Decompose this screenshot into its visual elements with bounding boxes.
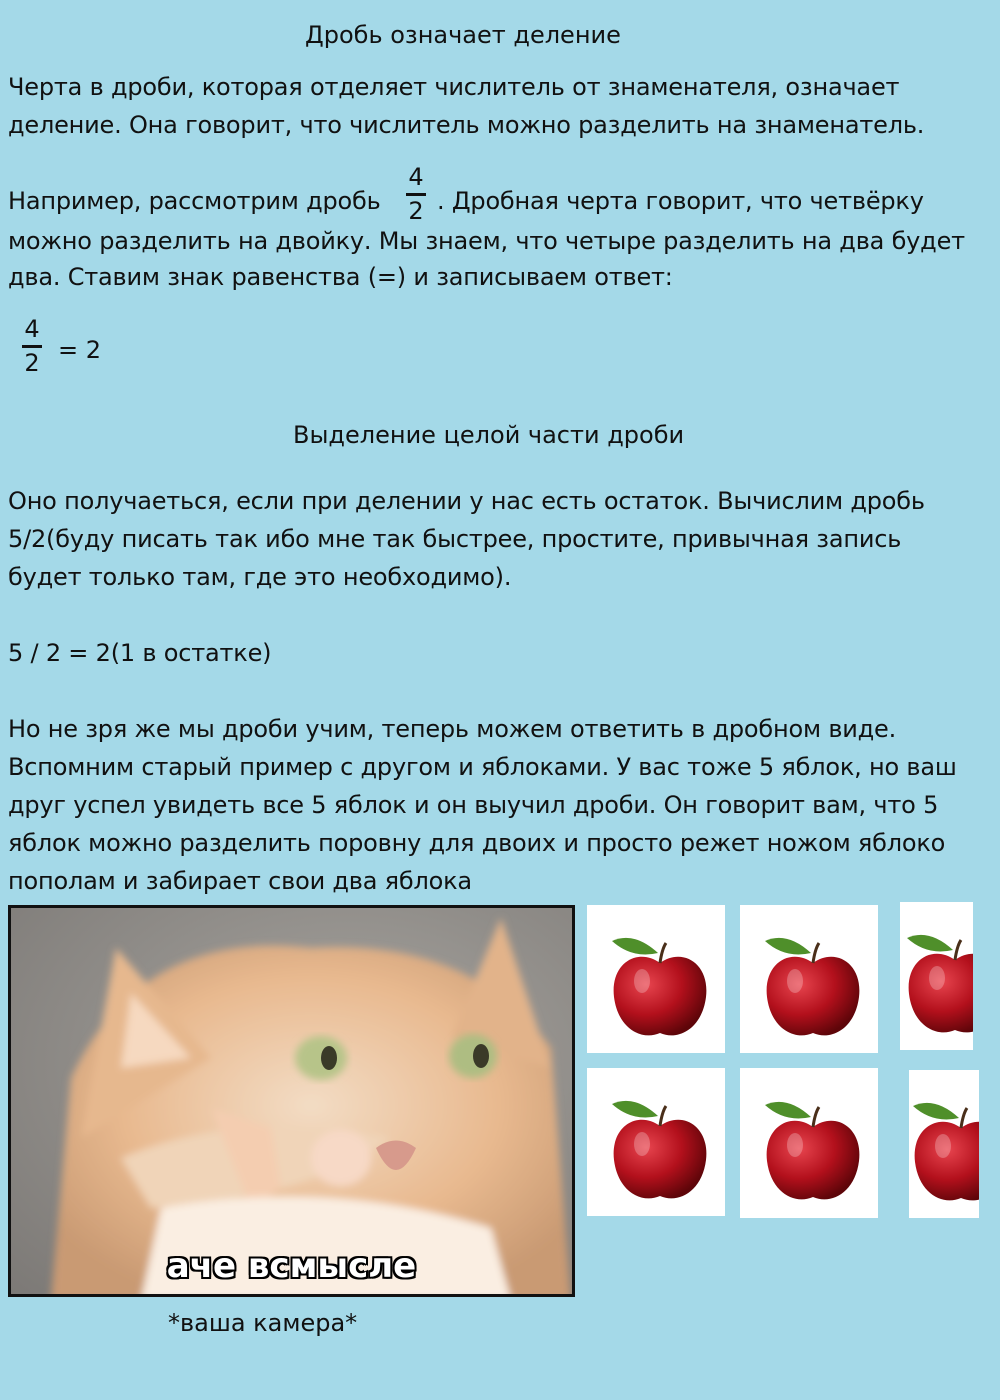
meme-overlay-text: аче всмысле [166, 1246, 417, 1286]
paragraph-line: Вспомним старый пример с другом и яблоками. У вас тоже 5 яблок, но ваш [8, 753, 957, 781]
apple-icon [587, 905, 725, 1053]
equation-fraction [22, 316, 42, 376]
section-heading-whole-part: Выделение целой части дроби [293, 421, 685, 449]
apple-image [740, 905, 878, 1053]
fraction-numerator: 4 [24, 315, 40, 343]
paragraph-line-example-end: . Дробная черта говорит, что четвёрку [437, 187, 924, 215]
apple-icon [740, 1068, 878, 1218]
apple-image [740, 1068, 878, 1218]
apple-image-cropped [900, 902, 973, 1050]
paragraph-line: 5/2(буду писать так ибо мне так быстрее, простите, привычная запись [8, 525, 902, 553]
paragraph-line-example-start: Например, рассмотрим дробь [8, 187, 381, 215]
cat-meme-image [8, 905, 575, 1297]
apple-icon [740, 905, 878, 1053]
apple-icon [900, 902, 973, 1050]
fraction-bar [22, 345, 42, 348]
equation-result: = 2 [58, 336, 102, 364]
division-example: 5 / 2 = 2(1 в остатке) [8, 639, 272, 667]
apple-image [587, 1068, 725, 1216]
apple-image [587, 905, 725, 1053]
paragraph-line: яблок можно разделить поровну для двоих и просто режет ножом яблоко [8, 829, 946, 857]
meme-caption: *ваша камера* [168, 1309, 358, 1337]
paragraph-line: друг успел увидеть все 5 яблок и он выучил дроби. Он говорит вам, что 5 [8, 791, 939, 819]
paragraph-line: деление. Она говорит, что числитель можно разделить на знаменатель. [8, 111, 925, 139]
paragraph-line: пополам и забирает свои два яблока [8, 867, 472, 895]
paragraph-line: Черта в дроби, которая отделяет числитель от знаменателя, означает [8, 73, 900, 101]
fraction-bar [406, 193, 426, 196]
paragraph-line: будет только там, где это необходимо). [8, 563, 512, 591]
paragraph-line: можно разделить на двойку. Мы знаем, что четыре разделить на два будет [8, 227, 965, 255]
apple-image-cropped [909, 1070, 979, 1218]
paragraph-line: Оно получаеться, если при делении у нас есть остаток. Вычислим дробь [8, 487, 925, 515]
fraction-denominator: 2 [24, 349, 40, 377]
apple-icon [587, 1068, 725, 1216]
cat-face-illustration [11, 908, 575, 1297]
apple-icon [909, 1070, 979, 1218]
fraction-numerator: 4 [408, 163, 424, 191]
inline-fraction [406, 164, 426, 224]
section-heading-fraction-division: Дробь означает деление [305, 21, 621, 49]
paragraph-line: два. Ставим знак равенства (=) и записываем ответ: [8, 263, 673, 291]
paragraph-line: Но не зря же мы дроби учим, теперь можем ответить в дробном виде. [8, 715, 897, 743]
fraction-denominator: 2 [408, 197, 424, 225]
